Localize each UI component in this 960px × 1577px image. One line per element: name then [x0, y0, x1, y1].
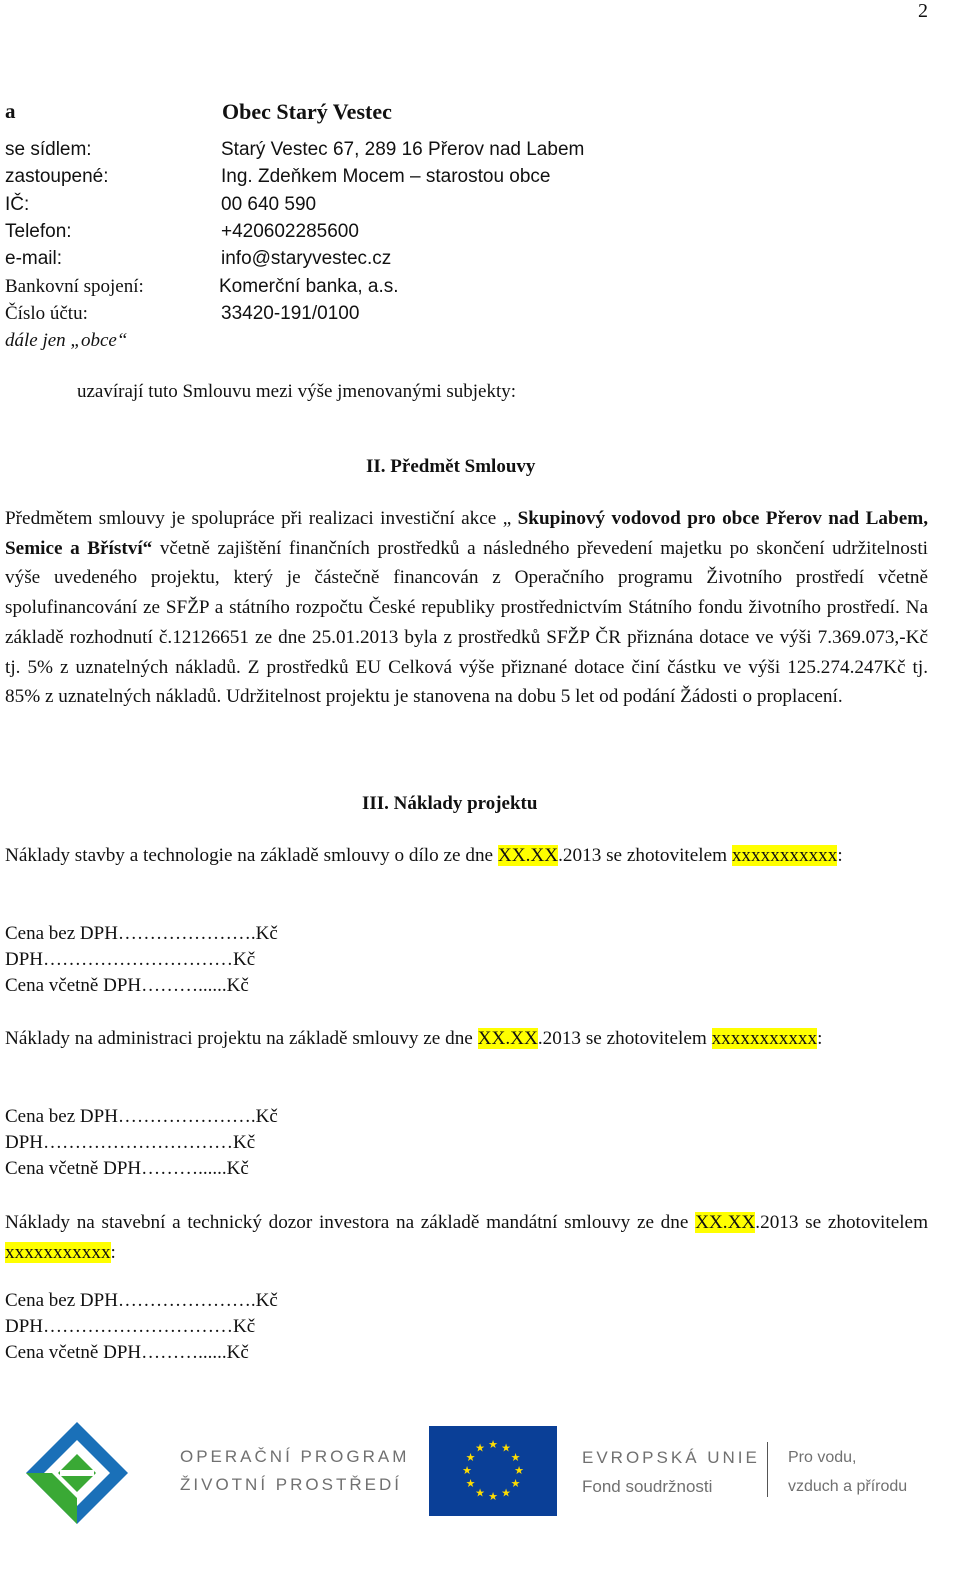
svg-text:★: ★ — [465, 1477, 476, 1490]
field-label-ico: IČ: — [5, 194, 30, 215]
colon: : — [817, 1028, 823, 1049]
costs-administration-contractor: xxxxxxxxxxx — [711, 1028, 818, 1049]
footer-logos — [0, 1390, 960, 1577]
svg-text:★: ★ — [488, 1438, 498, 1451]
price-vat: DPH…………………………Kč — [5, 1316, 256, 1337]
price-with-vat: Cena včetně DPH………......Kč — [5, 1342, 249, 1363]
field-value-ico: 00 640 590 — [221, 194, 317, 215]
costs-administration-date: XX.XX — [477, 1028, 538, 1049]
colon: : — [110, 1241, 116, 1263]
subject-project-name: Skupinový vodovod pro obce Přerov nad Labem, Semice a Bříství“ — [5, 508, 928, 559]
costs-construction-contractor: xxxxxxxxxxx — [731, 845, 838, 866]
field-label-account: Číslo účtu: — [5, 303, 88, 324]
op-program-line1: OPERAČNÍ PROGRAM — [180, 1447, 410, 1466]
colon: : — [837, 845, 843, 866]
eu-union-text: EVROPSKÁ UNIE — [582, 1448, 760, 1467]
price-with-vat: Cena včetně DPH………......Kč — [5, 1158, 249, 1179]
svg-text:★: ★ — [475, 1486, 485, 1500]
subject-paragraph — [5, 504, 928, 712]
costs-administration-text-2: .2013 se zhotovitelem — [537, 1028, 712, 1049]
svg-text:★: ★ — [510, 1477, 521, 1490]
field-value-seat: Starý Vestec 67, 289 16 Přerov nad Labem — [221, 139, 585, 160]
costs-supervision-paragraph — [5, 1208, 928, 1267]
price-without-vat: Cena bez DPH………………….Kč — [5, 923, 278, 944]
page-number: 2 — [918, 0, 928, 22]
op-program-line2: ŽIVOTNÍ PROSTŘEDÍ — [180, 1475, 402, 1494]
costs-construction-text-2: .2013 se zhotovitelem — [558, 845, 732, 866]
party-prefix: a — [5, 99, 16, 123]
slogan-line1: Pro vodu, — [788, 1449, 857, 1466]
costs-construction-text: Náklady stavby a technologie na základě smlouvy o dílo ze dne — [5, 845, 498, 866]
costs-administration-text: Náklady na administraci projektu na základě smlouvy ze dne — [5, 1028, 478, 1049]
field-label-phone: Telefon: — [5, 221, 72, 242]
svg-text:★: ★ — [475, 1441, 485, 1455]
price-without-vat: Cena bez DPH………………….Kč — [5, 1290, 278, 1311]
cohesion-fund-text: Fond soudržnosti — [582, 1477, 713, 1496]
price-vat: DPH…………………………Kč — [5, 949, 256, 970]
field-label-bank: Bankovní spojení: — [5, 276, 144, 297]
svg-text:★: ★ — [501, 1441, 511, 1455]
eu-flag-icon — [429, 1426, 557, 1516]
costs-supervision-date: XX.XX — [695, 1212, 756, 1233]
costs-supervision-contractor: xxxxxxxxxxx — [5, 1241, 111, 1263]
svg-text:★: ★ — [510, 1451, 521, 1464]
field-label-email: e-mail: — [5, 248, 63, 269]
svg-text:★: ★ — [514, 1464, 524, 1477]
intro-text: uzavírají tuto Smlouvu mezi výše jmenovanými subjekty: — [77, 381, 517, 402]
subject-text-start: Předmětem smlouvy je spolupráce při realizaci investiční akce „ — [5, 508, 518, 529]
price-with-vat: Cena včetně DPH………......Kč — [5, 975, 249, 996]
field-value-account: 33420-191/0100 — [221, 303, 360, 324]
costs-construction-date: XX.XX — [497, 845, 559, 866]
costs-administration-paragraph — [5, 1024, 928, 1054]
section-2-heading: II. Předmět Smlouvy — [366, 456, 536, 477]
costs-construction-paragraph — [5, 841, 928, 871]
svg-text:★: ★ — [501, 1486, 511, 1500]
op-zp-logo-icon — [22, 1418, 132, 1528]
price-without-vat: Cena bez DPH………………….Kč — [5, 1106, 278, 1127]
field-value-represented: Ing. Zdeňkem Mocem – starostou obce — [221, 166, 551, 187]
party-alias: dále jen „obce“ — [5, 330, 128, 351]
subject-text-rest: včetně zajištění finančních prostředků a následného převedení majetku po skončení udržitelnosti výše uvedeného projektu, který je částečně financován z Operačního programu Životního prostředí včetně spolufinancování ze SFŽP a státního rozpočtu České republiky prostřednictvím Státního fondu životního prostředí. Na základě rozhodnutí č.12126651 ze dne 25.01.2013 byla z prostředků SFŽP ČR přiznána dotace ve výši 7.369.073,-Kč tj. 5% z uznatelných nákladů. Z prostředků EU Celková výše přiznané dotace činí částku ve výši 125.274.247Kč tj. 85% z uznatelných nákladů. Udržitelnost projektu je stanovena na dobu 5 let od podání Žádosti o proplacení. — [5, 537, 928, 708]
field-value-phone: +420602285600 — [221, 221, 359, 242]
svg-text:★: ★ — [488, 1490, 498, 1503]
field-label-represented: zastoupené: — [5, 166, 109, 187]
svg-text:★: ★ — [465, 1451, 476, 1464]
slogan-line2: vzduch a přírodu — [788, 1478, 908, 1495]
eu-stars-icon — [429, 1426, 557, 1516]
costs-supervision-text: Náklady na stavební a technický dozor investora na základě mandátní smlouvy ze dne — [5, 1212, 696, 1233]
footer-divider — [767, 1442, 768, 1497]
price-vat: DPH…………………………Kč — [5, 1132, 256, 1153]
section-3-heading: III. Náklady projektu — [362, 793, 538, 814]
party-name: Obec Starý Vestec — [222, 99, 392, 124]
field-value-email: info@staryvestec.cz — [221, 248, 392, 269]
costs-supervision-text-2: .2013 se zhotovitelem — [755, 1212, 929, 1233]
field-value-bank: Komerční banka, a.s. — [219, 276, 399, 297]
svg-text:★: ★ — [462, 1464, 472, 1477]
field-label-seat: se sídlem: — [5, 139, 92, 160]
